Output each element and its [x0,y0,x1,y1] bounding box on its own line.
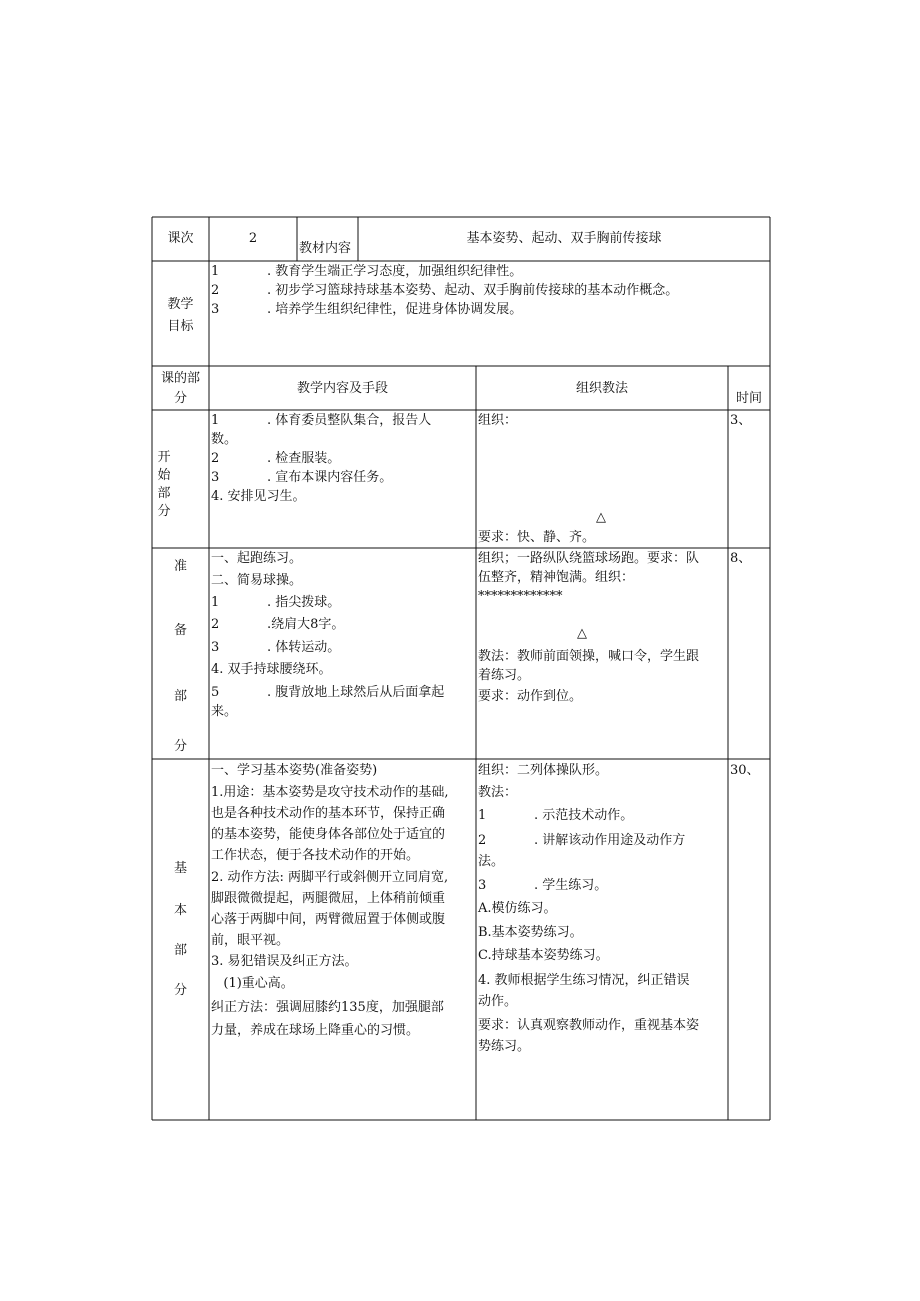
basic-content-line: 2. 动作方法: 两脚平行或斜侧开立同肩宽, [211,870,449,885]
start-label-1: 开 [157,450,171,465]
basic-method-line: 动作。 [478,994,518,1009]
prep-method-line: 伍整齐，精神饱满。组织： [478,570,635,585]
col-method: 组织教法 [575,381,628,396]
basic-method-line: 1 . 示范技术动作。 [478,808,634,823]
prep-method-line: 要求：动作到位。 [478,689,583,704]
basic-content-line: 工作状态，便于各技术动作的开始。 [211,848,420,863]
start-content-line: 2 . 检查服装。 [211,451,341,466]
start-content-line: 1 . 体育委员整队集合，报告人 [211,413,432,428]
start-content-line: 数。 [211,432,238,447]
triangle-marker: △ [596,510,606,525]
basic-method-line: 要求：认真观察教师动作，重视基本姿 [478,1018,700,1033]
lesson-label: 课次 [167,231,194,246]
basic-time: 30、 [730,763,760,778]
prep-method-line: 教法：教师前面领操，喊口令，学生跟 [478,649,700,664]
prep-label-2: 备 [173,623,187,638]
prep-content-line: 一、起跑练习。 [211,551,303,566]
content-label: 教材内容 [299,241,352,256]
start-label-3: 部 [157,486,171,501]
basic-content-line: (1)重心高。 [211,976,294,991]
start-label-2: 始 [157,468,171,483]
basic-label-4: 分 [173,983,187,998]
basic-method-line: 教法： [478,785,518,800]
basic-method-line: C.持球基本姿势练习。 [478,948,609,963]
basic-content-line: 的基本姿势，能使身体各部位处于适宜的 [211,827,446,842]
prep-content-line: 4. 双手持球腰绕环。 [211,662,332,677]
basic-method-line: A.模仿练习。 [478,901,557,916]
start-time: 3、 [730,413,752,428]
basic-label-1: 基 [173,861,187,876]
start-content-line: 3 . 宣布本课内容任务。 [211,470,393,485]
basic-method-line: 2 . 讲解该动作用途及动作方 [478,833,686,848]
prep-content-line: 来。 [211,704,238,719]
objectives-label-1: 教学 [167,297,194,312]
prep-content-line: 5 . 腹背放地上球然后从后面拿起 [211,685,445,700]
lesson-value: 2 [248,231,258,246]
prep-label-3: 部 [173,689,187,704]
prep-label-4: 分 [173,739,187,754]
basic-method-line: 3 . 学生练习。 [478,878,608,893]
prep-method-line: 组织；一路纵队绕篮球场跑。要求：队 [478,551,700,566]
basic-method-line: 组织：二列体操队形。 [478,763,609,778]
prep-content-line: 2 .绕肩大8字。 [211,617,345,632]
start-content-line: 4. 安排见习生。 [211,489,306,504]
objective-item: 3 . 培养学生组织纪律性，促进身体协调发展。 [211,302,523,317]
basic-method-line: B.基本姿势练习。 [478,925,583,940]
prep-label-1: 准 [173,559,187,574]
basic-content-line: 纠正方法：强调屈膝约135度，加强腿部 [211,1000,444,1015]
basic-method-line: 势练习。 [478,1039,531,1054]
basic-content-line: 也是各种技术动作的基本环节，保持正确 [211,806,446,821]
basic-content-line: 一、学习基本姿势(准备姿势) [211,763,378,778]
prep-content-line: 3 . 体转运动。 [211,640,341,655]
col-part-2: 分 [173,391,187,406]
objective-item: 2 . 初步学习篮球持球基本姿势、起动、双手胸前传接球的基本动作概念。 [211,283,679,298]
prep-method-line: ************* [478,589,563,604]
basic-content-line: 脚跟微微提起，两腿微屈，上体稍前倾重 [211,891,446,906]
basic-label-2: 本 [173,903,187,918]
basic-method-line: 4. 教师根据学生练习情况，纠正错误 [478,973,690,988]
basic-content-line: 1.用途：基本姿势是攻守技术动作的基础, [211,785,449,800]
col-time: 时间 [735,391,762,406]
objectives-label-2: 目标 [167,319,194,334]
start-org: 组织： [478,413,518,428]
basic-content-line: 力量，养成在球场上降重心的习惯。 [211,1023,420,1038]
objective-item: 1 . 教育学生端正学习态度，加强组织纪律性。 [211,264,523,279]
col-content: 教学内容及手段 [296,381,388,396]
basic-content-line: 前，眼平视。 [211,933,290,948]
basic-content-line: 3. 易犯错误及纠正方法。 [211,954,358,969]
start-label-4: 分 [157,504,171,519]
start-require: 要求：快、静、齐。 [478,530,596,545]
prep-content-line: 1 . 指尖拨球。 [211,595,341,610]
content-value: 基本姿势、起动、双手胸前传接球 [466,231,662,246]
basic-label-3: 部 [173,943,187,958]
prep-time: 8、 [730,551,752,566]
basic-method-line: 法。 [478,854,505,869]
triangle-marker: △ [577,626,587,641]
prep-method-line: 着练习。 [478,668,531,683]
prep-content-line: 二、简易球操。 [211,573,303,588]
basic-content-line: 心落于两脚中间，两臂微屈置于体侧或腹 [211,912,446,927]
col-part-1: 课的部 [160,371,200,386]
